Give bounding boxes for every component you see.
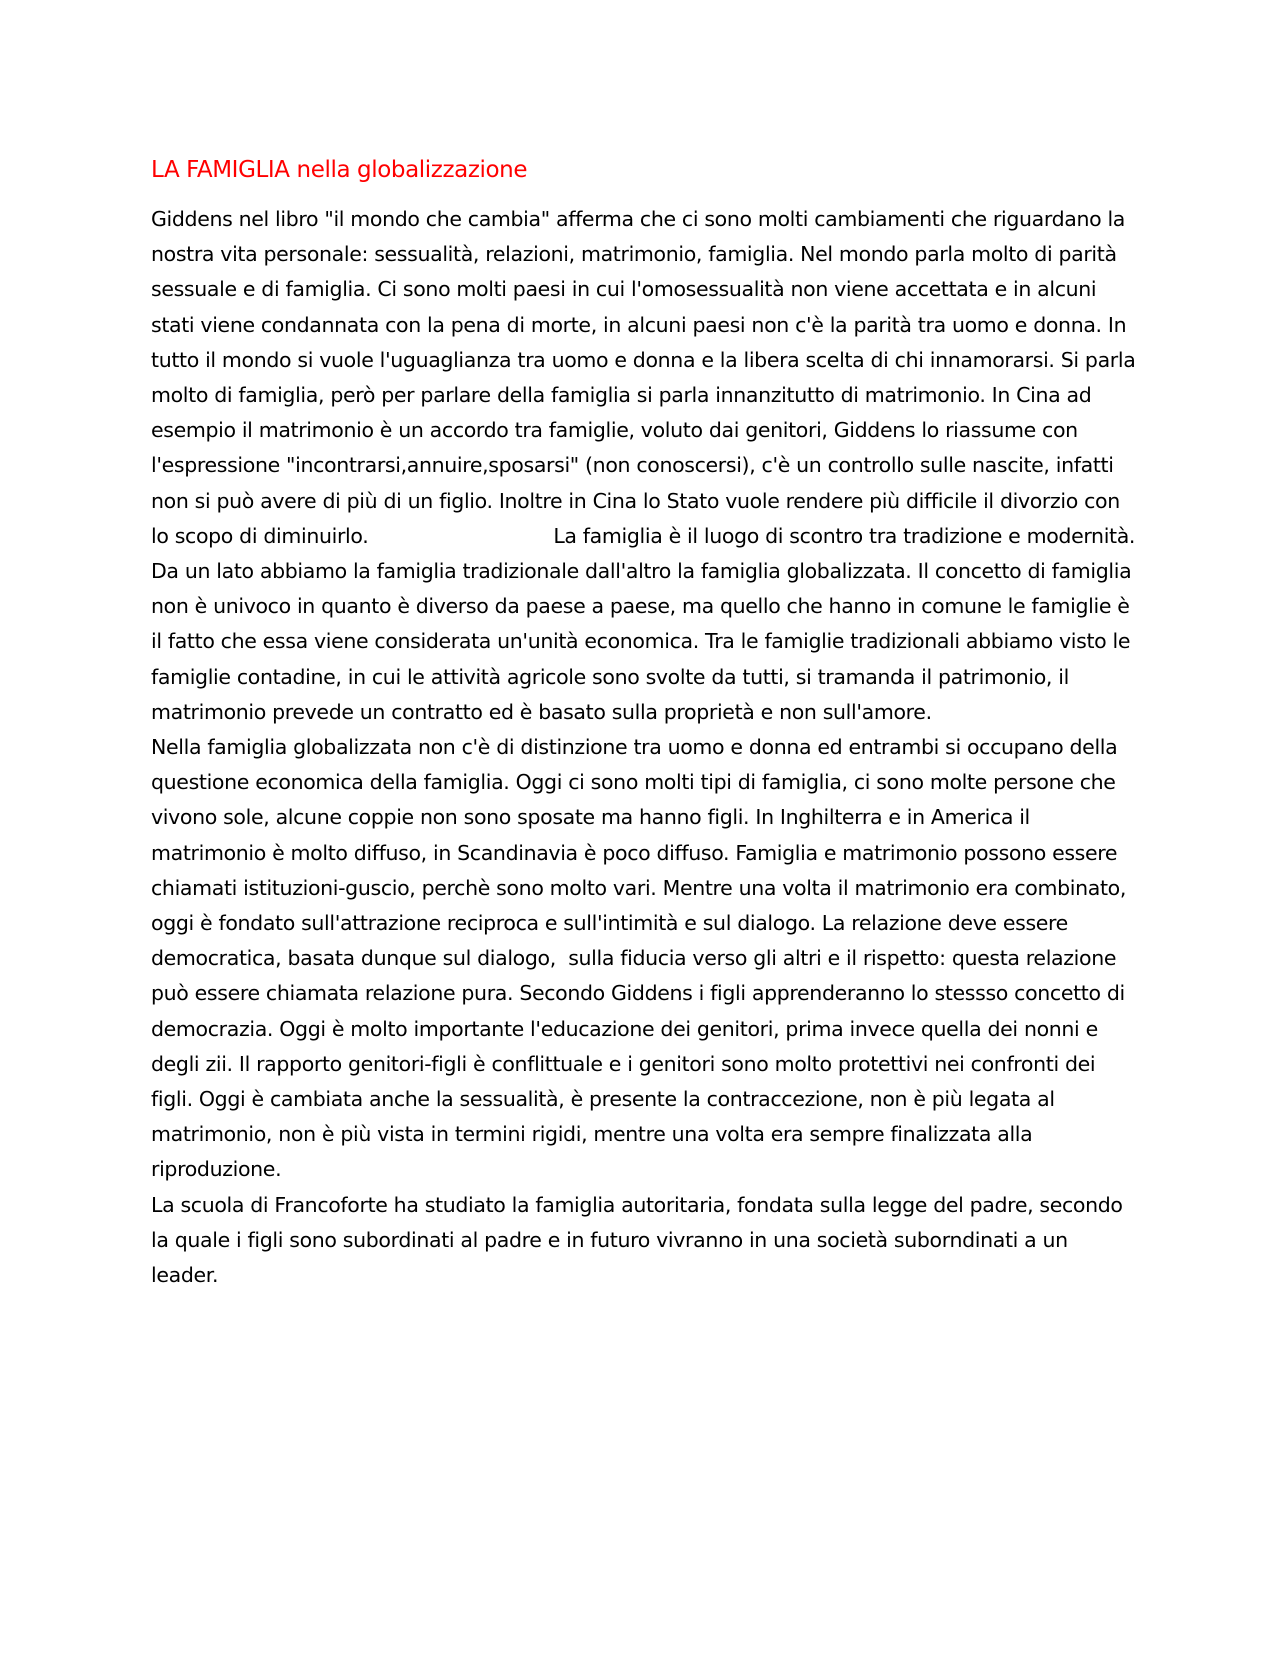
document-body <box>151 150 1142 1293</box>
paragraph-3: La scuola di Francoforte ha studiato la famiglia autoritaria, fondata sulla legge del padre, secondo la quale i figli sono subordinati al padre e in futuro vivranno in una società suborndinati a un leader. <box>151 1192 1129 1288</box>
paragraph-1: Giddens nel libro "il mondo che cambia" afferma che ci sono molti cambiamenti che riguardano la nostra vita personale: sessualità, relazioni, matrimonio, famiglia. Nel mondo parla molto di parità sessuale e di famiglia. Ci sono molti paesi in cui l'omosessualità non viene accettata e in alcuni stati viene condannata con la pena di morte, in alcuni paesi non c'è la parità tra uomo e donna. In tutto il mondo si vuole l'uguaglianza tra uomo e donna e la libera scelta di chi innamorarsi. Si parla molto di famiglia, però per parlare della famiglia si parla innanzitutto di matrimonio. In Cina ad esempio il matrimonio è un accordo tra famiglie, voluto dai genitori, Giddens lo riassume con l'espressione "incontrarsi,annuire,sposarsi" (non conoscersi), c'è un controllo sulle nascite, infatti non si può avere di più di un figlio. Inoltre in Cina lo Stato vuole rendere più difficile il divorzio con lo scopo di diminuirlo. La famiglia è il luogo di scontro tra tradizione e modernità. Da un lato abbiamo la famiglia tradizionale dall'altro la famiglia globalizzata. Il concetto di famiglia non è univoco in quanto è diverso da paese a paese, ma quello che hanno in comune le famiglie è il fatto che essa viene considerata un'unità economica. Tra le famiglie tradizionali abbiamo visto le famiglie contadine, in cui le attività agricole sono svolte da tutti, si tramanda il patrimonio, il matrimonio prevede un contratto ed è basato sulla proprietà e non sull'amore. <box>151 207 1142 724</box>
document-title: LA FAMIGLIA nella globalizzazione <box>151 157 528 183</box>
paragraph-2: Nella famiglia globalizzata non c'è di distinzione tra uomo e donna ed entrambi si occupano della questione economica della famiglia. Oggi ci sono molti tipi di famiglia, ci sono molte persone che vivono sole, alcune coppie non sono sposate ma hanno figli. In Inghilterra e in America il matrimonio è molto diffuso, in Scandinavia è poco diffuso. Famiglia e matrimonio possono essere chiamati istituzioni-guscio, perchè sono molto vari. Mentre una volta il matrimonio era combinato, oggi è fondato sull'attrazione reciproca e sull'intimità e sul dialogo. La relazione deve essere democratica, basata dunque sul dialogo, sulla fiducia verso gli altri e il rispetto: questa relazione può essere chiamata relazione pura. Secondo Giddens i figli apprenderanno lo stessso concetto di democrazia. Oggi è molto importante l'educazione dei genitori, prima invece quella dei nonni e degli zii. Il rapporto genitori-figli è conflittuale e i genitori sono molto protettivi nei confronti dei figli. Oggi è cambiata anche la sessualità, è presente la contraccezione, non è più legata al matrimonio, non è più vista in termini rigidi, mentre una volta era sempre finalizzata alla riproduzione. <box>151 735 1133 1182</box>
